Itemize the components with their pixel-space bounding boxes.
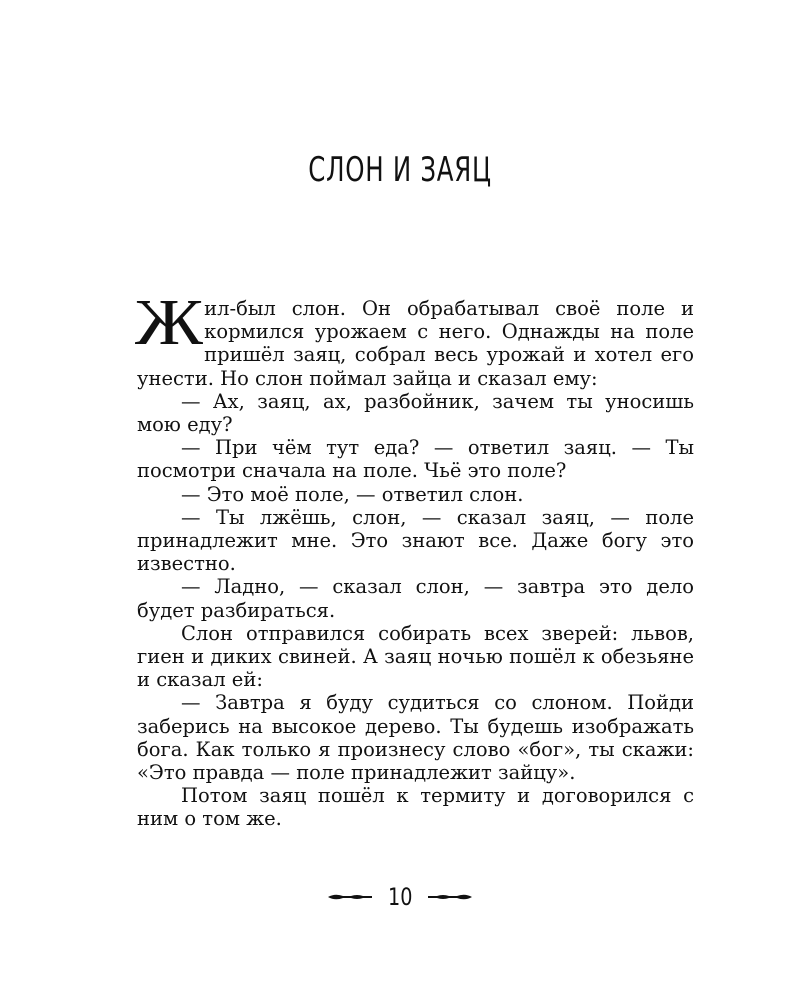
paragraph: — Ладно, — сказал слон, — завтра это дело будет разбираться. (137, 575, 694, 622)
drop-cap: Ж (135, 286, 204, 359)
paragraph: Потом заяц пошёл к термиту и договорился с ним о том же. (137, 784, 694, 831)
story-text (135, 286, 694, 831)
paragraph: — Это моё поле, — ответил слон. (181, 482, 524, 506)
page-footer (0, 880, 800, 914)
right-ornament-icon (427, 891, 473, 903)
paragraph: — Завтра я буду судиться со слоном. Пойди заберись на высокое дерево. Ты будешь изображать бога. Как только я произнесу слово «бог», ты скажи: «Это правда — поле принадлежит зайцу». (137, 691, 694, 785)
paragraph: Слон отправился собирать всех зверей: львов, гиен и диких свиней. А заяц ночью пошёл к обезьяне и сказал ей: (137, 621, 694, 692)
page-number: 10 (387, 883, 413, 911)
story-title: СЛОН И ЗАЯЦ (308, 150, 492, 190)
paragraph: — Ты лжёшь, слон, — сказал заяц, — поле принадлежит мне. Это знают все. Даже богу это известно. (137, 505, 694, 576)
paragraph: Жил-был слон. Он обрабатывал своё поле и кормился урожаем с него. Однажды на поле пришёл заяц, собрал весь урожай и хотел его унести. Но слон поймал зайца и сказал ему: (135, 286, 694, 390)
left-ornament-icon (327, 891, 373, 903)
paragraph: — Ах, заяц, ах, разбойник, зачем ты уносишь мою еду? (137, 389, 694, 437)
paragraph: — При чём тут еда? — ответил заяц. — Ты посмотри сначала на поле. Чьё это поле? (137, 436, 694, 483)
